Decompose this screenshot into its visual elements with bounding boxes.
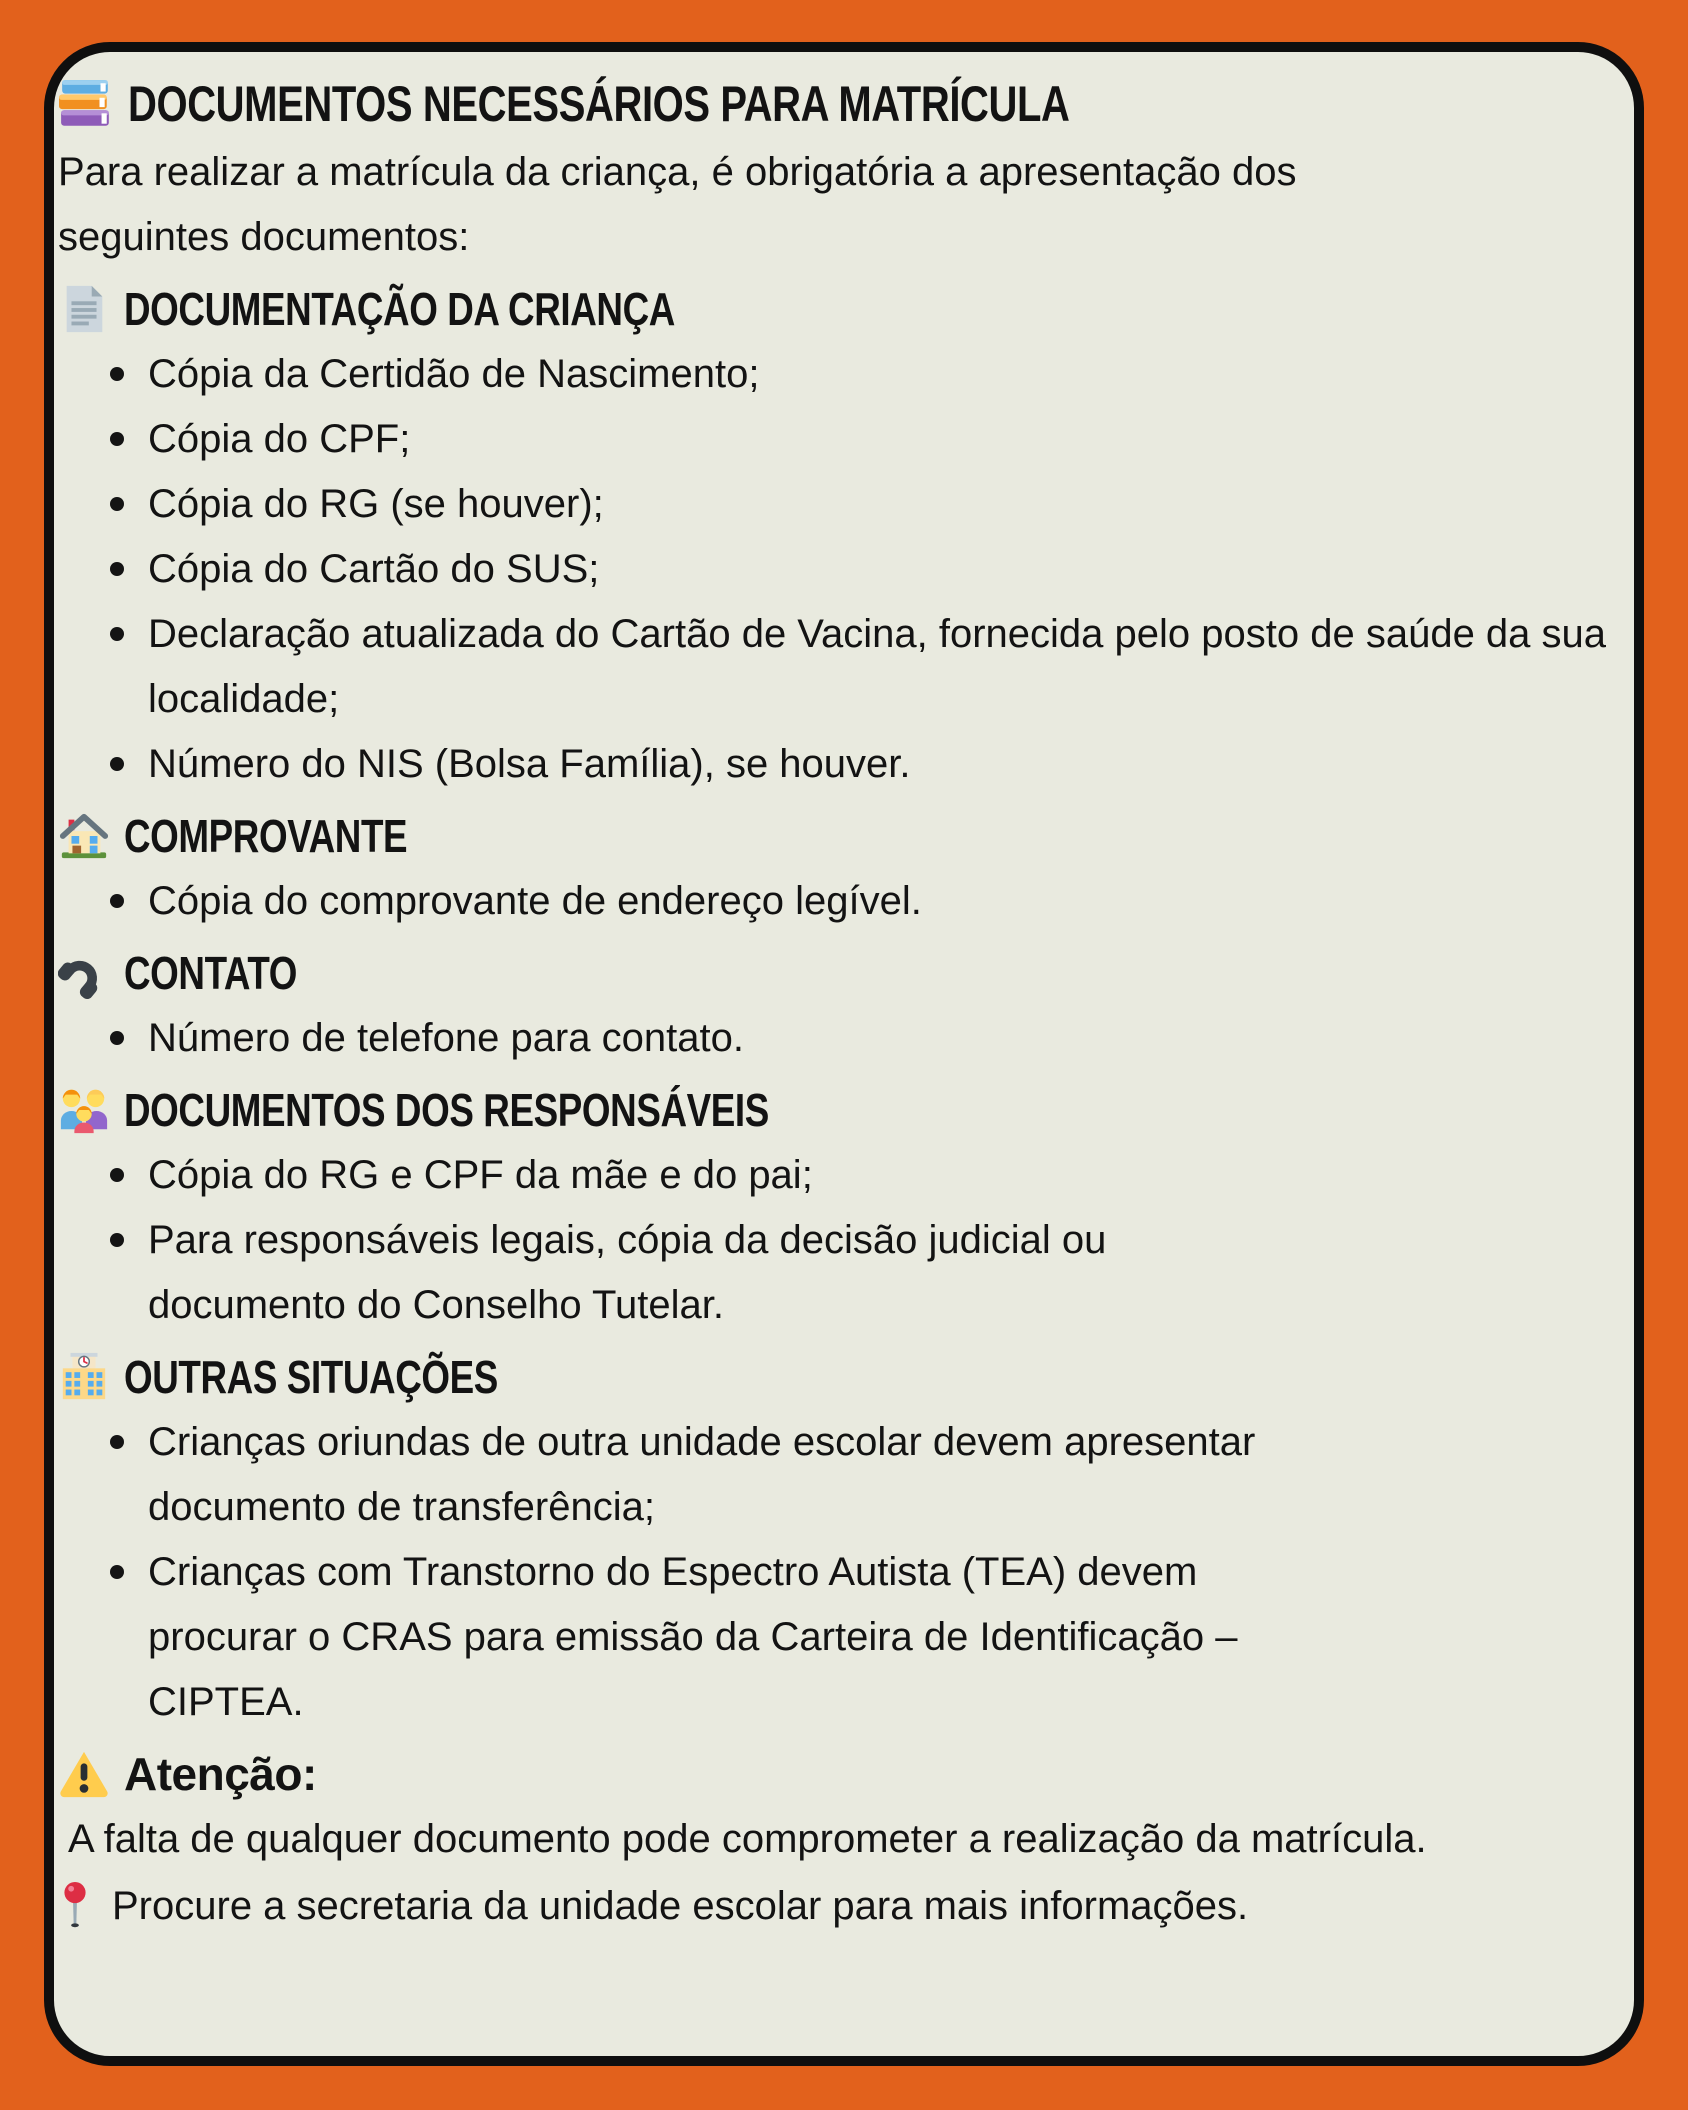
house-icon bbox=[58, 810, 110, 862]
page-title: DOCUMENTOS NECESSÁRIOS PARA MATRÍCULA bbox=[128, 76, 1070, 132]
list-item: Crianças com Transtorno do Espectro Autista (TEA) devem procurar o CRAS para emissão da Carteira de Identificação – CIPTEA. bbox=[104, 1540, 1298, 1735]
section-list-outras-situacoes bbox=[58, 1410, 1620, 1735]
school-icon bbox=[58, 1351, 110, 1403]
section-heading-responsaveis bbox=[58, 1077, 1620, 1143]
section-list-comprovante bbox=[58, 869, 1620, 934]
section-title: CONTATO bbox=[124, 947, 298, 999]
title-row bbox=[58, 68, 1620, 140]
list-item: Número do NIS (Bolsa Família), se houver. bbox=[104, 732, 1620, 797]
list-item: Cópia da Certidão de Nascimento; bbox=[104, 342, 1620, 407]
flyer-card bbox=[44, 42, 1644, 2066]
intro-text: Para realizar a matrícula da criança, é obrigatória a apresentação dos seguintes documentos: bbox=[58, 150, 1297, 259]
section-list-contato bbox=[58, 1006, 1620, 1071]
section-list-responsaveis bbox=[58, 1143, 1620, 1338]
list-item: Para responsáveis legais, cópia da decisão judicial ou documento do Conselho Tutelar. bbox=[104, 1208, 1268, 1338]
footer-row bbox=[58, 1874, 1620, 1939]
attention-title: Atenção: bbox=[124, 1748, 317, 1800]
section-title: DOCUMENTAÇÃO DA CRIANÇA bbox=[124, 283, 675, 335]
list-item: Cópia do Cartão do SUS; bbox=[104, 537, 1620, 602]
section-heading-outras-situacoes bbox=[58, 1344, 1620, 1410]
list-item: Crianças oriundas de outra unidade escolar devem apresentar documento de transferência; bbox=[104, 1410, 1388, 1540]
phone-icon bbox=[58, 947, 110, 999]
list-item: Cópia do CPF; bbox=[104, 407, 1620, 472]
warning-icon bbox=[58, 1748, 110, 1800]
books-icon bbox=[58, 76, 114, 132]
list-item: Cópia do RG e CPF da mãe e do pai; bbox=[104, 1143, 1620, 1208]
section-title: COMPROVANTE bbox=[124, 810, 408, 862]
page-icon bbox=[58, 283, 110, 335]
attention-text: A falta de qualquer documento pode comprometer a realização da matrícula. bbox=[68, 1817, 1427, 1861]
list-item: Cópia do comprovante de endereço legível. bbox=[104, 869, 1620, 934]
attention-heading bbox=[58, 1741, 1620, 1807]
section-title: OUTRAS SITUAÇÕES bbox=[124, 1351, 498, 1403]
list-item: Cópia do RG (se houver); bbox=[104, 472, 1620, 537]
pushpin-icon bbox=[58, 1881, 92, 1933]
list-item: Declaração atualizada do Cartão de Vacina, fornecida pelo posto de saúde da sua localidade; bbox=[104, 602, 1620, 732]
section-title: DOCUMENTOS DOS RESPONSÁVEIS bbox=[124, 1084, 769, 1136]
section-heading-documentacao-crianca bbox=[58, 276, 1620, 342]
section-heading-contato bbox=[58, 940, 1620, 1006]
section-heading-comprovante bbox=[58, 803, 1620, 869]
list-item: Número de telefone para contato. bbox=[104, 1006, 1620, 1071]
footer-text: Procure a secretaria da unidade escolar para mais informações. bbox=[112, 1884, 1249, 1928]
section-list-documentacao-crianca bbox=[58, 342, 1620, 797]
family-icon bbox=[58, 1084, 110, 1136]
